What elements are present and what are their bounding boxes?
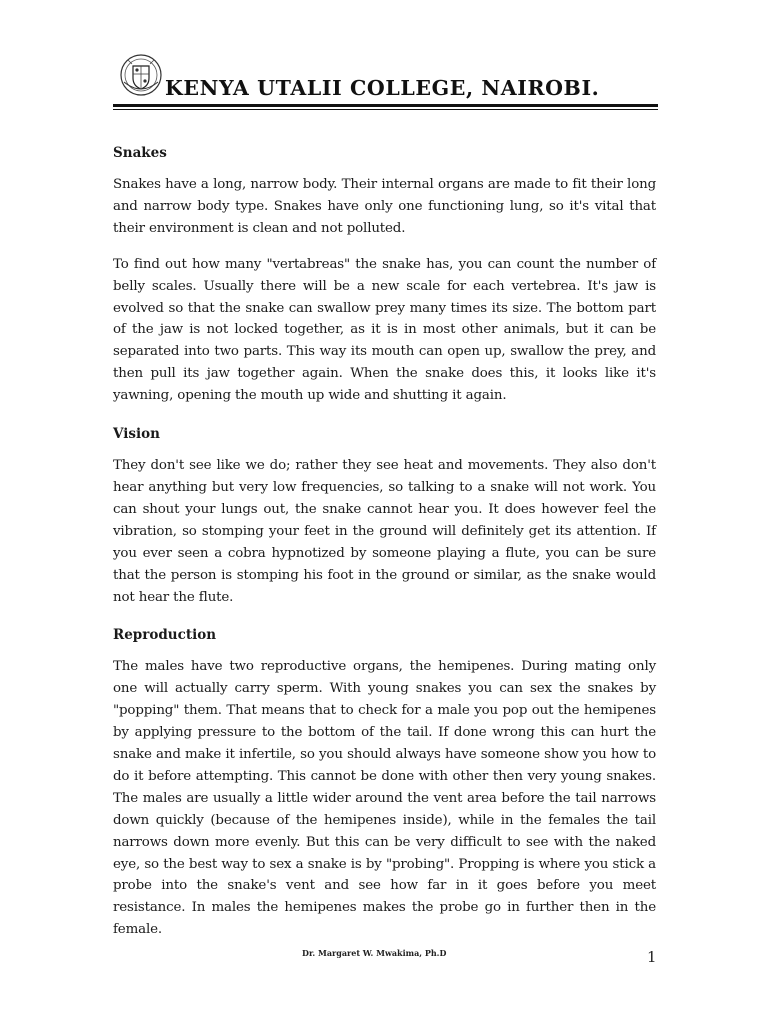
paragraph: They don't see like we do; rather they see heat and movements. They also don't hear anything but very low frequencies, so talking to a snake will not work. You can shout your lungs out, the snake cannot hear you. It does however feel the vibration, so stomping your feet in the ground will definitely get its attention. If you ever seen a cobra hypnotized by someone playing a flute, you can be sure that the person is stomping his foot in the ground or similar, as the snake would not hear the flute. [113,458,656,605]
page-header [113,48,658,112]
document-body [113,140,656,955]
header-divider-thin [113,109,658,110]
footer-author: Dr. Margaret W. Mwakima, Ph.D [302,948,447,958]
section-heading-snakes: Snakes [113,145,167,161]
college-crest-icon [118,52,164,98]
paragraph: Snakes have a long, narrow body. Their internal organs are made to fit their long and narrow body type. Snakes have only one functioning lung, so it's vital that their environment is clean and not polluted. [113,177,656,236]
paragraph: The males have two reproductive organs, the hemipenes. During mating only one will actually carry sperm. With young snakes you can sex the snakes by "popping" them. That means that to check for a male you pop out the hemipenes by applying pressure to the bottom of the tail. If done wrong this can hurt the snake and make it infertile, so you should always have someone show you how to do it before attempting. This cannot be done with other then very young snakes. The males are usually a little wider around the vent area before the tail narrows down quickly (because of the hemipenes inside), while in the females the tail narrows down more evenly. But this can be very difficult to see with the naked eye, so the best way to sex a snake is by "probing". Propping is where you stick a probe into the snake's vent and see how far in it goes before you meet resistance. In males the hemipenes makes the probe go in further then in the female. [113,659,656,938]
paragraph: To find out how many "vertabreas" the snake has, you can count the number of belly scales. Usually there will be a new scale for each vertebrea. It's jaw is evolved so that the snake can swallow prey many times its size. The bottom part of the jaw is not locked together, as it is in most other animals, but it can be separated into two parts. This way its mouth can open up, swallow the prey, and then pull its jaw together again. When the snake does this, it looks like it's yawning, opening the mouth up wide and shutting it again. [113,256,656,404]
section-heading-vision: Vision [113,426,160,443]
section-heading-reproduction: Reproduction [113,627,217,644]
page-title: KENYA UTALII COLLEGE, NAIROBI. [165,76,600,100]
page-number: 1 [647,948,657,966]
header-divider [113,104,658,107]
